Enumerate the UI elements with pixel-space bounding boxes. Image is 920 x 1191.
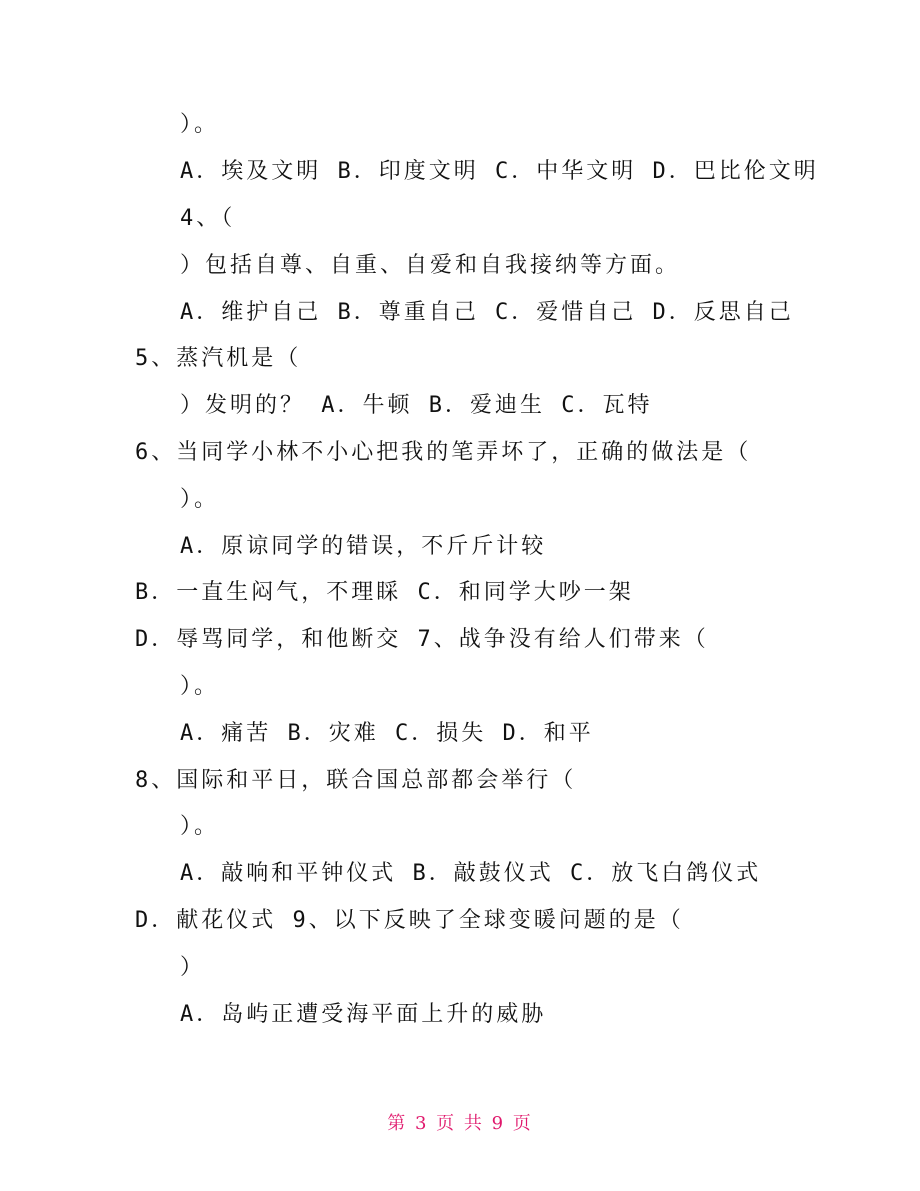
text-line: A．敲响和平钟仪式 B．敲鼓仪式 C．放飞白鸽仪式 [180, 861, 762, 886]
text-line: A．埃及文明 B．印度文明 C．中华文明 D．巴比伦文明 [180, 159, 819, 184]
text-line: 4、（ [180, 206, 236, 231]
text-line: ）。 [180, 112, 220, 137]
text-line: ）包括自尊、自重、自爱和自我接纳等方面。 [180, 253, 681, 278]
text-line: ） [180, 955, 206, 980]
text-line: A．原谅同学的错误，不斤斤计较 [180, 534, 547, 559]
text-line: A．维护自己 B．尊重自己 C．爱惜自己 D．反思自己 [180, 300, 794, 325]
text-line: ）。 [180, 487, 220, 512]
text-line: A．痛苦 B．灾难 C．损失 D．和平 [180, 721, 594, 746]
text-line: ）。 [180, 814, 220, 839]
text-line: ）发明的？ A．牛顿 B．爱迪生 C．瓦特 [180, 393, 653, 418]
text-line: 6、当同学小林不小心把我的笔弄坏了，正确的做法是（ [135, 440, 752, 465]
text-line: D．献花仪式 9、以下反映了全球变暖问题的是（ [135, 908, 684, 933]
text-line: B．一直生闷气，不理睬 C．和同学大吵一架 [135, 580, 634, 605]
text-line: 5、蒸汽机是（ [135, 346, 302, 371]
text-line: ）。 [180, 674, 220, 699]
text-line: A．岛屿正遭受海平面上升的威胁 [180, 1002, 547, 1027]
text-line: 8、国际和平日，联合国总部都会举行（ [135, 768, 577, 793]
text-line: D．辱骂同学，和他断交 7、战争没有给人们带来（ [135, 627, 709, 652]
page-footer: 第 3 页 共 9 页 [387, 1113, 533, 1134]
